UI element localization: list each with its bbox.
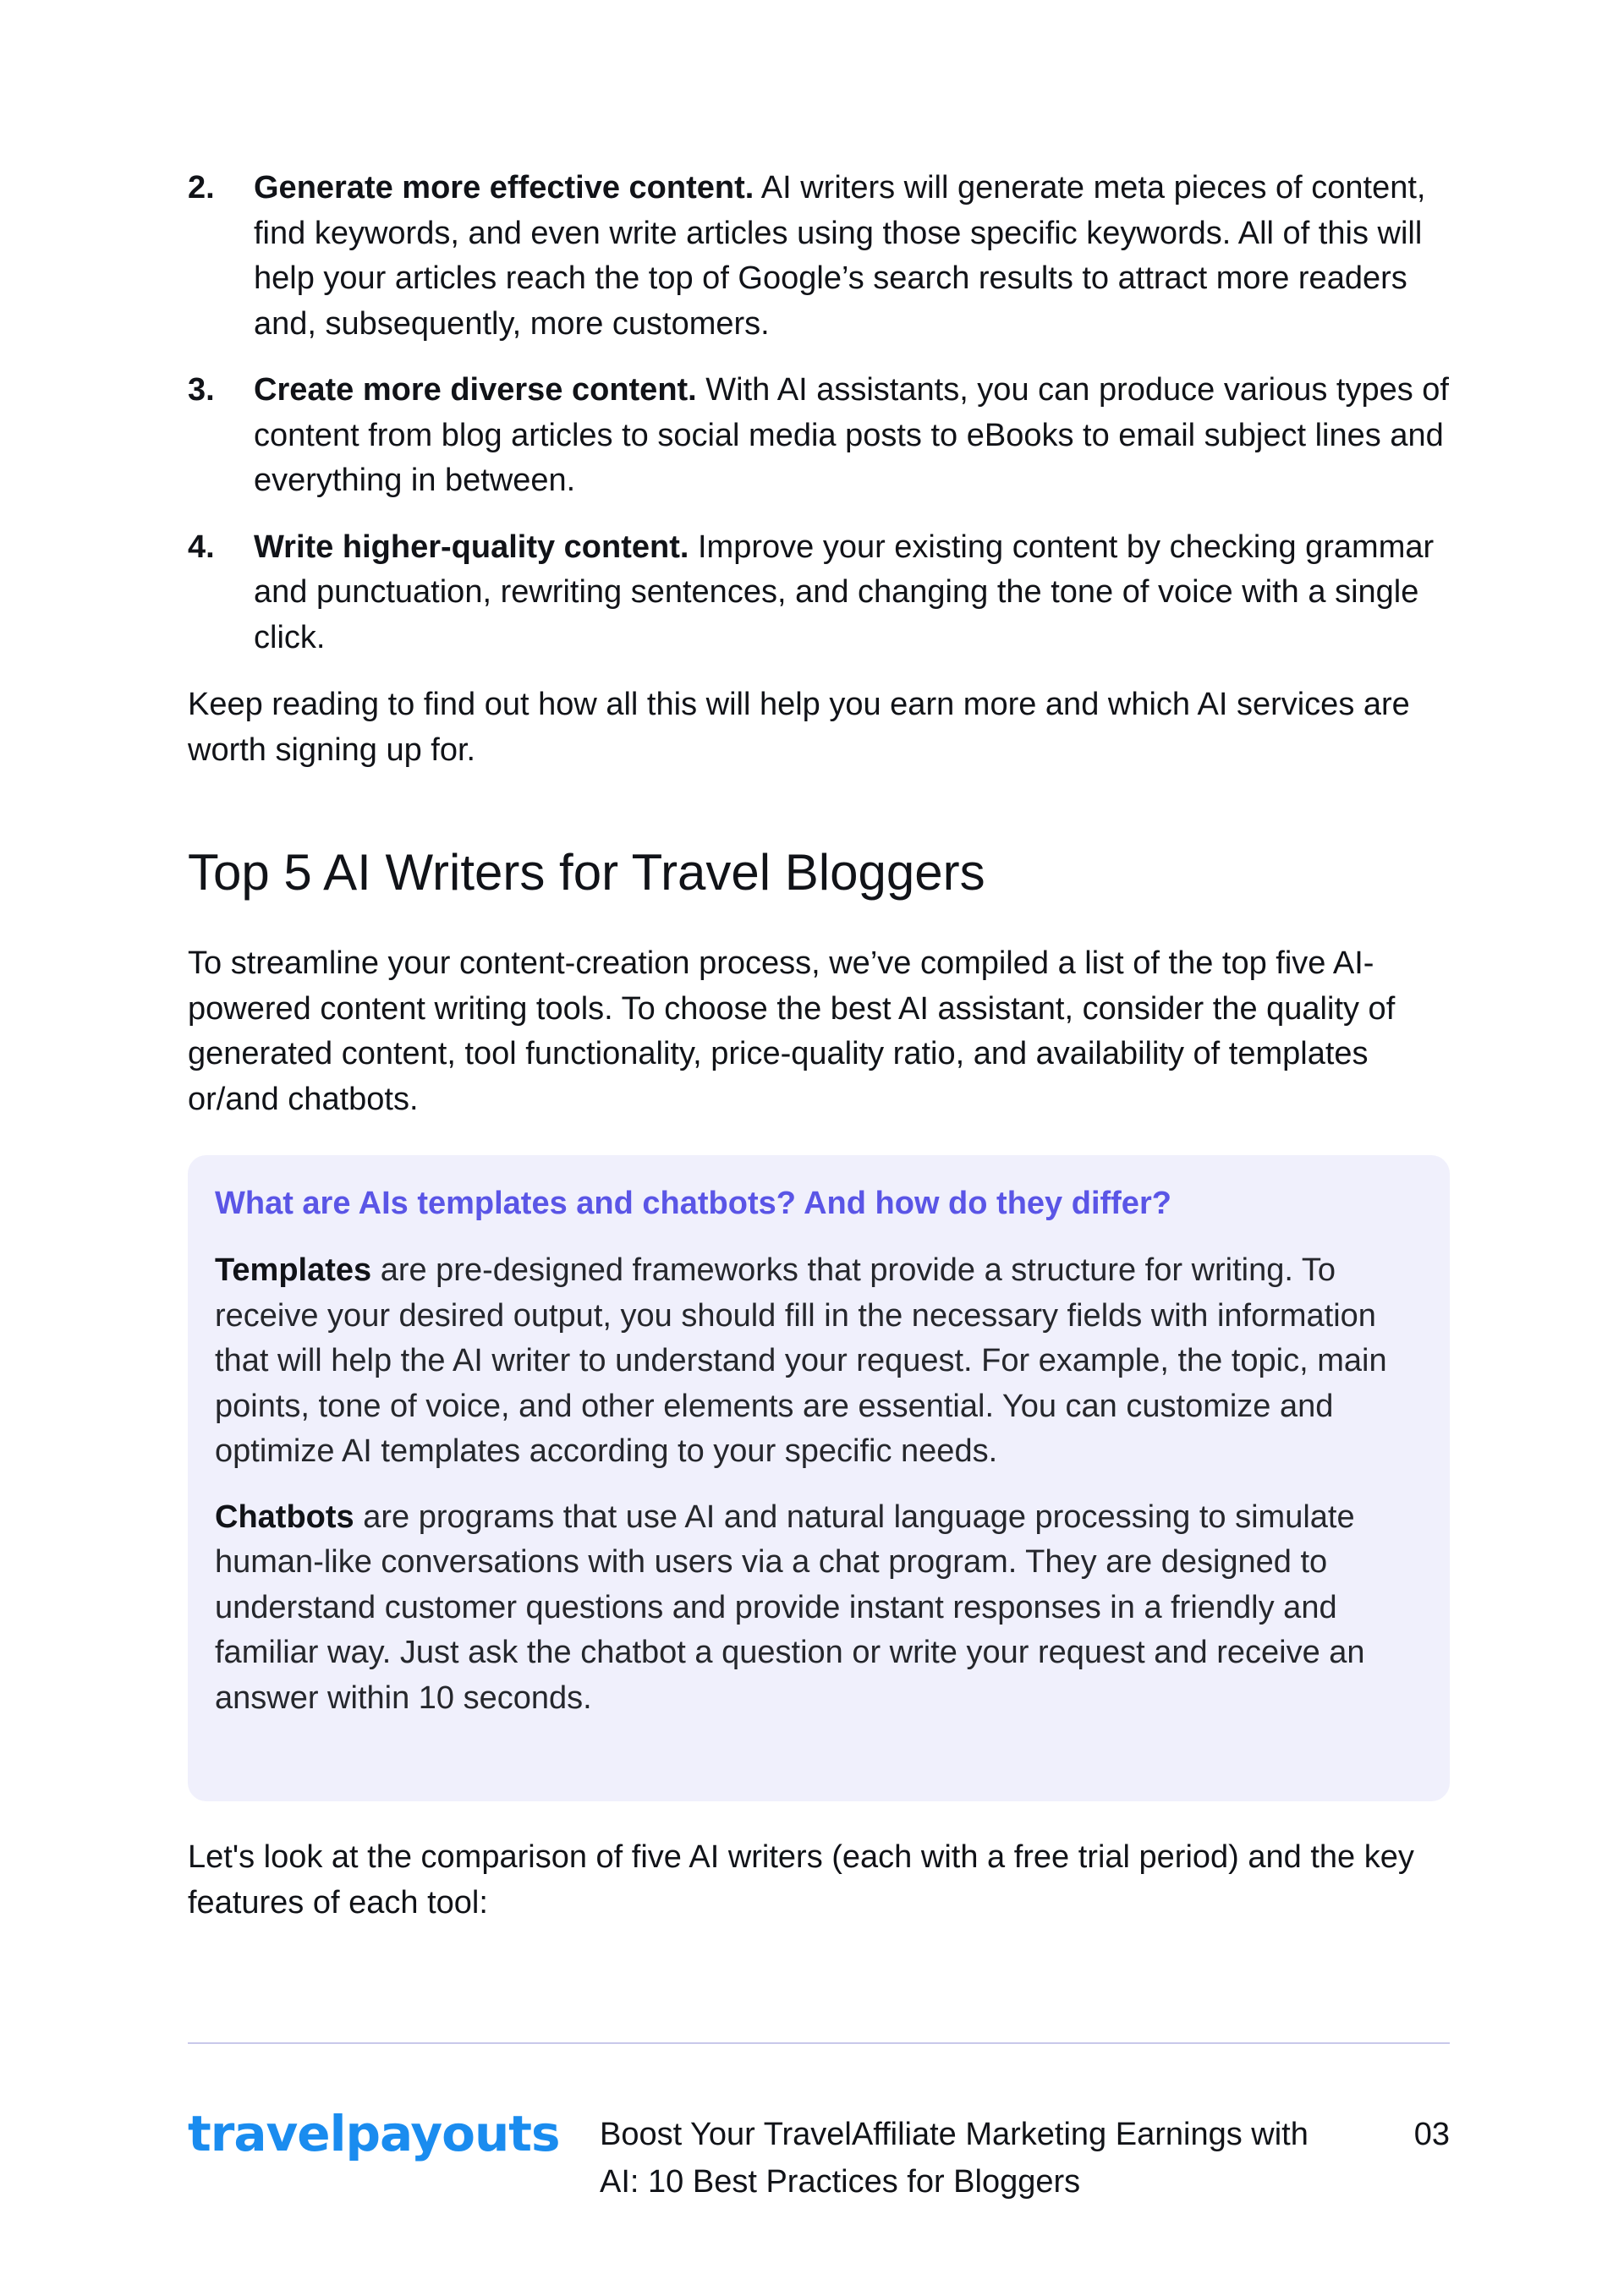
list-item bbox=[188, 368, 1450, 504]
list-item bbox=[188, 166, 1450, 347]
callout-chatbots-paragraph bbox=[215, 1495, 1423, 1722]
list-item-number: 3. bbox=[188, 372, 215, 408]
callout-chatbots-text: are programs that use AI and natural language processing to simulate human-like conversations with users via a chat program. They are designed to understand customer questions and provide instant responses in a friendly and familiar way. Just ask the chatbot a question or write your request and receive an answer within 10 seconds. bbox=[215, 1499, 1365, 1716]
list-item-lead: Create more diverse content. bbox=[254, 372, 697, 408]
list-item bbox=[188, 525, 1450, 661]
list-item-lead: Generate more effective content. bbox=[254, 170, 754, 205]
page-number: 03 bbox=[1413, 2117, 1450, 2152]
footer-divider bbox=[188, 2042, 1450, 2044]
callout-templates-text: are pre-designed frameworks that provide a structure for writing. To receive your desired output, you should fill in the necessary fields with information that will help the AI writer to understand your request. For example, the topic, main points, tone of voice, and other elements are essential. You can customize and optimize AI templates according to your specific needs. bbox=[215, 1252, 1387, 1469]
callout-term-chatbots: Chatbots bbox=[215, 1499, 354, 1535]
callout-title: What are AIs templates and chatbots? And how do they differ? bbox=[215, 1186, 1171, 1221]
benefits-list bbox=[188, 166, 1450, 682]
list-item-number: 4. bbox=[188, 529, 215, 565]
travelpayouts-logo: travelpayouts bbox=[188, 2105, 560, 2162]
intro-closing-paragraph: Keep reading to find out how all this will help you earn more and which AI services are worth signing up for. bbox=[188, 687, 1410, 768]
section-intro-paragraph: To streamline your content-creation process, we’ve compiled a list of the top five AI-powered content writing tools. To choose the best AI assistant, consider the quality of generated content, tool functionality, price-quality ratio, and availability of templates or/and chatbots. bbox=[188, 945, 1396, 1117]
callout-term-templates: Templates bbox=[215, 1252, 372, 1288]
list-item-number: 2. bbox=[188, 170, 215, 205]
callout-templates-paragraph bbox=[215, 1248, 1423, 1475]
list-item-text: With AI assistants, you can produce various types of content from blog articles to social media posts to eBooks to email subject lines and everything in between. bbox=[254, 372, 1449, 498]
comparison-intro-paragraph: Let's look at the comparison of five AI writers (each with a free trial period) and the key features of each tool: bbox=[188, 1839, 1414, 1921]
footer-document-title: Boost Your TravelAffiliate Marketing Earnings with AI: 10 Best Practices for Bloggers bbox=[600, 2117, 1309, 2200]
section-heading: Top 5 AI Writers for Travel Bloggers bbox=[188, 844, 985, 901]
list-item-text: Improve your existing content by checking grammar and punctuation, rewriting sentences, and changing the tone of voice with a single click. bbox=[254, 529, 1435, 655]
info-callout bbox=[188, 1155, 1450, 1801]
list-item-lead: Write higher-quality content. bbox=[254, 529, 689, 565]
list-item-text: AI writers will generate meta pieces of content, find keywords, and even write articles using those specific keywords. All of this will help your articles reach the top of Google’s search results to attract more readers and, subsequently, more customers. bbox=[254, 170, 1426, 342]
